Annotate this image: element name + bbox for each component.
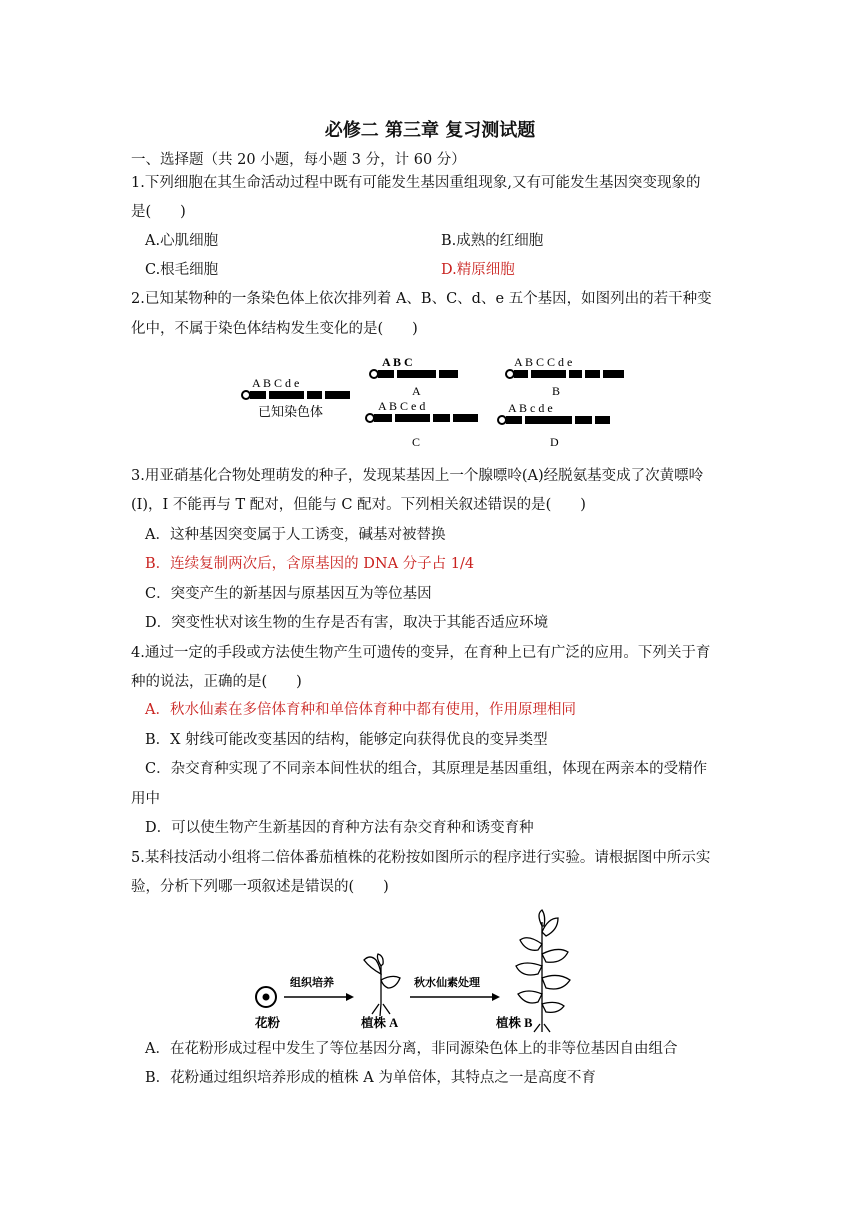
- q3-option-b-answer: B．连续复制两次后，含原基因的 DNA 分子占 1/4: [145, 556, 475, 572]
- q2-stem-line1: 2.已知某物种的一条染色体上依次排列着 A、B、C、d、e 五个基因，如图列出的若干种变: [131, 291, 712, 307]
- q5-option-a: A．在花粉形成过程中发生了等位基因分离，非同源染色体上的非等位基因自由组合: [145, 1041, 678, 1057]
- q1-option-a: A.心肌细胞: [145, 233, 219, 249]
- known-genes: A B C d e: [252, 376, 300, 390]
- chromosome-figure: [236, 350, 636, 454]
- chromosome-option-a: [370, 355, 458, 398]
- pollen-icon: [256, 987, 276, 1007]
- q4-option-d: D．可以使生物产生新基因的育种方法有杂交育种和诱变育种: [145, 820, 534, 836]
- q4-option-c-line1: C．杂交育种实现了不同亲本间性状的组合，其原理是基因重组，体现在两亲本的受精作: [145, 761, 708, 777]
- q3-option-a: A．这种基因突变属于人工诱变，碱基对被替换: [145, 527, 446, 543]
- chromosome-c-genes: A B C e d: [378, 399, 426, 413]
- chromosome-option-c: [366, 399, 478, 449]
- q3-stem-line1: 3.用亚硝基化合物处理萌发的种子，发现某基因上一个腺嘌呤(A)经脱氨基变成了次黄嘌呤: [131, 468, 704, 484]
- q4-stem-line1: 4.通过一定的手段或方法使生物产生可遗传的变异，在育种上已有广泛的应用。下列关于育: [131, 645, 711, 661]
- chromosome-d-genes: A B c d e: [508, 401, 553, 415]
- chromosome-option-b: [506, 355, 624, 398]
- chromosome-b-genes: A B C C d e: [514, 355, 573, 369]
- chromosome-c-label: C: [412, 435, 421, 449]
- q1-stem-line2: 是( ): [131, 204, 186, 220]
- step1-label: 组织培养: [290, 977, 334, 989]
- q5-option-b: B．花粉通过组织培养形成的植株 A 为单倍体，其特点之一是高度不育: [145, 1070, 596, 1086]
- chromosome-a-label: A: [412, 384, 421, 398]
- q3-option-d: D．突变性状对该生物的生存是否有害，取决于其能否适应环境: [145, 615, 549, 631]
- page-title: 必修二 第三章 复习测试题: [324, 120, 536, 141]
- q1-stem-line1: 1.下列细胞在其生命活动过程中既有可能发生基因重组现象,又有可能发生基因突变现象的: [131, 175, 701, 191]
- q1-option-c: C.根毛细胞: [145, 262, 219, 278]
- q5-stem-line2: 验，分析下列哪一项叙述是错误的( ): [131, 879, 389, 895]
- chromosome-a-genes: A B C: [382, 355, 413, 369]
- q5-stem-line1: 5.某科技活动小组将二倍体番茄植株的花粉按如图所示的程序进行实验。请根据图中所示实: [131, 850, 711, 866]
- q1-option-d-answer: D.精原细胞: [441, 262, 515, 278]
- q1-option-b: B.成熟的红细胞: [441, 233, 544, 249]
- q4-option-c-line2: 用中: [131, 791, 160, 807]
- q3-stem-line2: (I)，I 不能再与 T 配对，但能与 C 配对。下列相关叙述错误的是( ): [131, 497, 586, 513]
- section-heading: 一、选择题（共 20 小题，每小题 3 分，计 60 分）: [131, 152, 466, 168]
- q4-stem-line2: 种的说法，正确的是( ): [131, 674, 302, 690]
- plant-a-label: 植株 A: [361, 1016, 399, 1030]
- known-chromosome: [242, 376, 350, 419]
- step2-label: 秋水仙素处理: [414, 977, 480, 989]
- plant-b-label: 植株 B: [496, 1016, 533, 1030]
- q4-option-b: B．X 射线可能改变基因的结构，能够定向获得优良的变异类型: [145, 732, 548, 748]
- plant-a-icon: [364, 954, 400, 1016]
- pollen-label: 花粉: [255, 1016, 281, 1030]
- known-chromosome-label: 已知染色体: [258, 404, 324, 419]
- plant-b-icon: [516, 910, 570, 1032]
- chromosome-option-d: [498, 401, 610, 449]
- chromosome-b-label: B: [552, 384, 561, 398]
- q3-option-c: C．突变产生的新基因与原基因互为等位基因: [145, 586, 432, 602]
- chromosome-d-label: D: [550, 435, 559, 449]
- q2-stem-line2: 化中，不属于染色体结构发生变化的是( ): [131, 321, 418, 337]
- q4-option-a-answer: A．秋水仙素在多倍体育种和单倍体育种中都有使用，作用原理相同: [145, 702, 576, 718]
- pollen-culture-figure: [246, 908, 576, 1034]
